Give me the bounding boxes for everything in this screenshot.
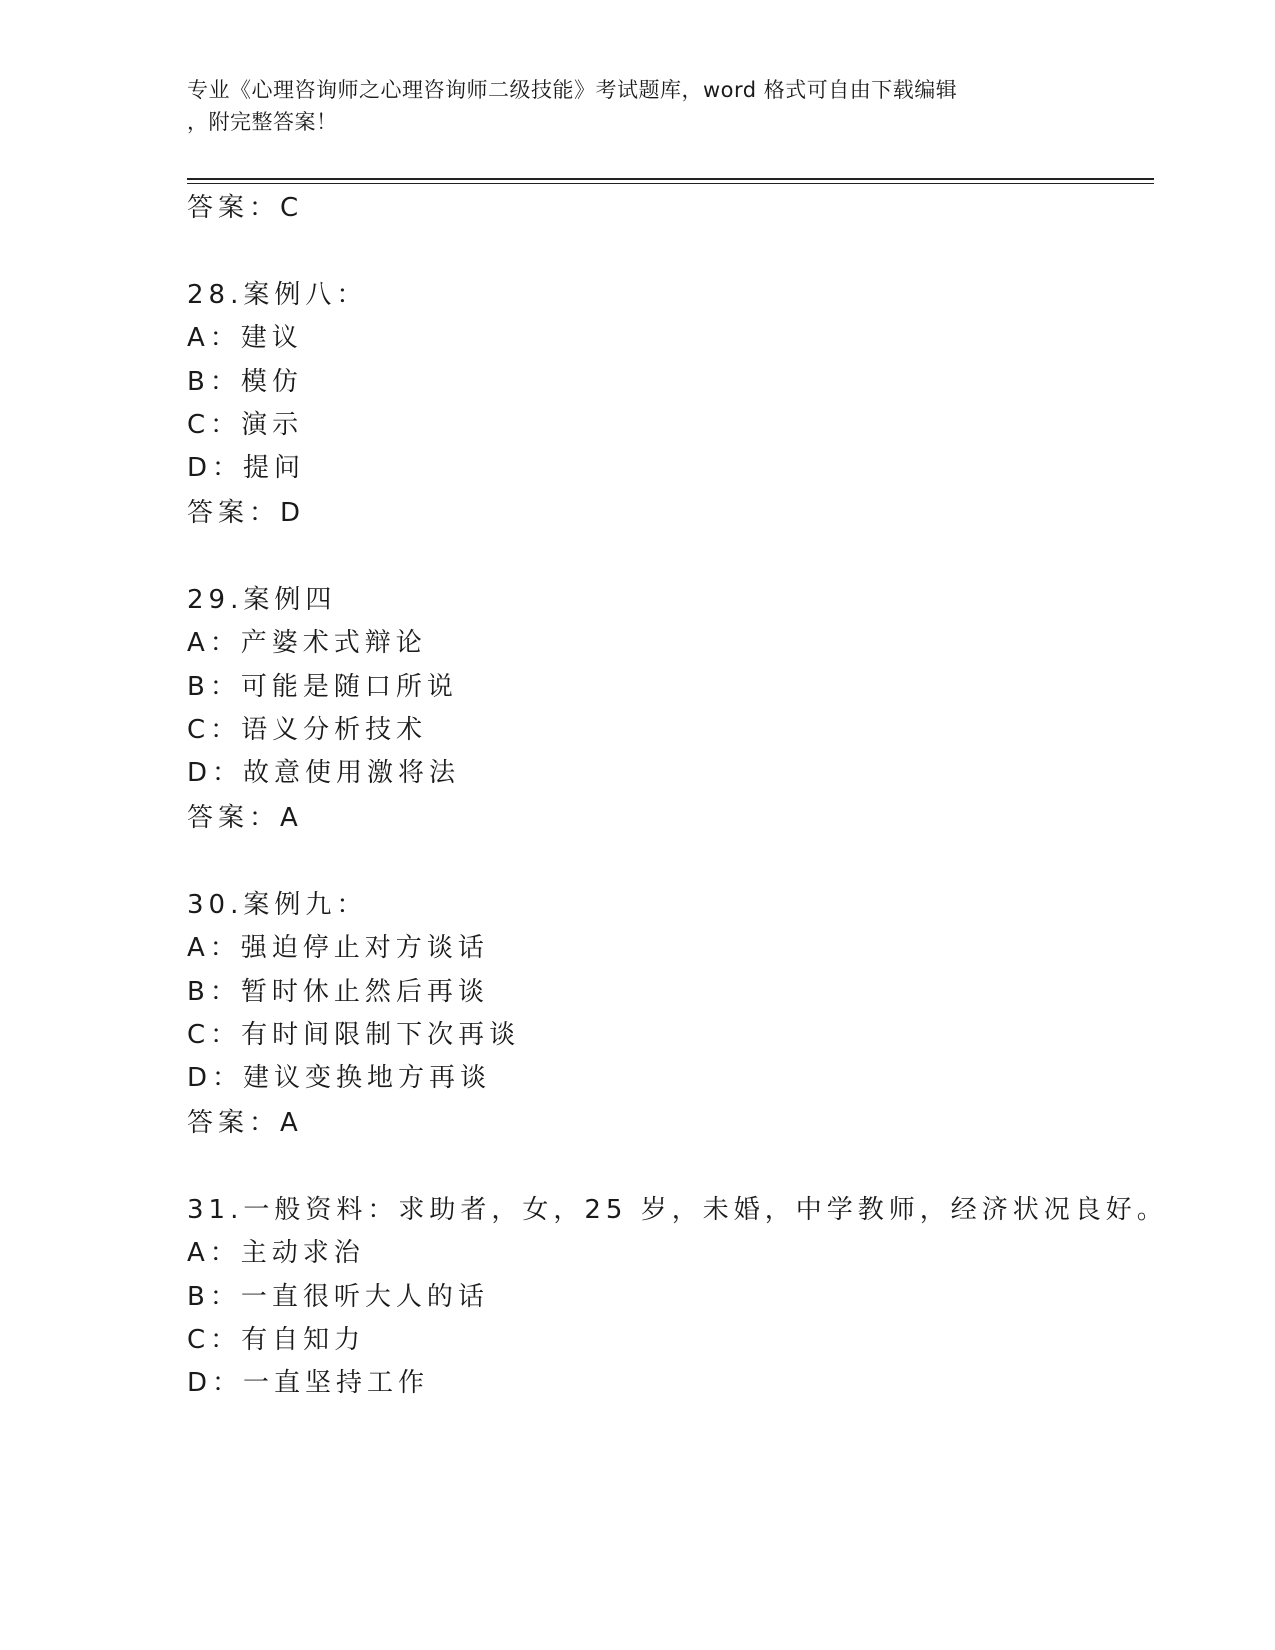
option-c: C：语义分析技术 xyxy=(187,715,428,745)
option-b: B：可能是随口所说 xyxy=(187,672,458,702)
option-c: C：演示 xyxy=(187,410,304,440)
option-a: A：主动求治 xyxy=(187,1238,365,1268)
header-divider xyxy=(187,178,1154,180)
option-b: B：模仿 xyxy=(187,367,303,397)
question-title: 30.案例九： xyxy=(187,890,368,920)
answer-line: 答案：C xyxy=(187,193,304,223)
option-c: C：有自知力 xyxy=(187,1325,366,1355)
header-line-2: ，附完整答案！ xyxy=(187,110,338,134)
answer-line: 答案：A xyxy=(187,1108,303,1138)
question-title: 28.案例八： xyxy=(187,280,368,310)
header-line-1: 专业《心理咨询师之心理咨询师二级技能》考试题库，word 格式可自由下载编辑 xyxy=(187,78,958,102)
option-d: D：提问 xyxy=(187,453,306,483)
option-b: B：暂时休止然后再谈 xyxy=(187,977,489,1007)
option-a: A：建议 xyxy=(187,323,303,353)
answer-line: 答案：D xyxy=(187,498,306,528)
document-header xyxy=(187,74,1087,138)
option-d: D：建议变换地方再谈 xyxy=(187,1063,492,1093)
question-title: 31.一般资料：求助者，女，25 岁，未婚，中学教师，经济状况良好。 xyxy=(187,1195,1168,1225)
question-title: 29.案例四 xyxy=(187,585,337,615)
option-d: D：一直坚持工作 xyxy=(187,1368,430,1398)
option-a: A：产婆术式辩论 xyxy=(187,628,427,658)
option-d: D：故意使用激将法 xyxy=(187,758,461,788)
header-divider-thin xyxy=(187,183,1154,184)
option-b: B：一直很听大人的话 xyxy=(187,1282,489,1312)
option-c: C：有时间限制下次再谈 xyxy=(187,1020,521,1050)
option-a: A：强迫停止对方谈话 xyxy=(187,933,489,963)
answer-line: 答案：A xyxy=(187,803,303,833)
